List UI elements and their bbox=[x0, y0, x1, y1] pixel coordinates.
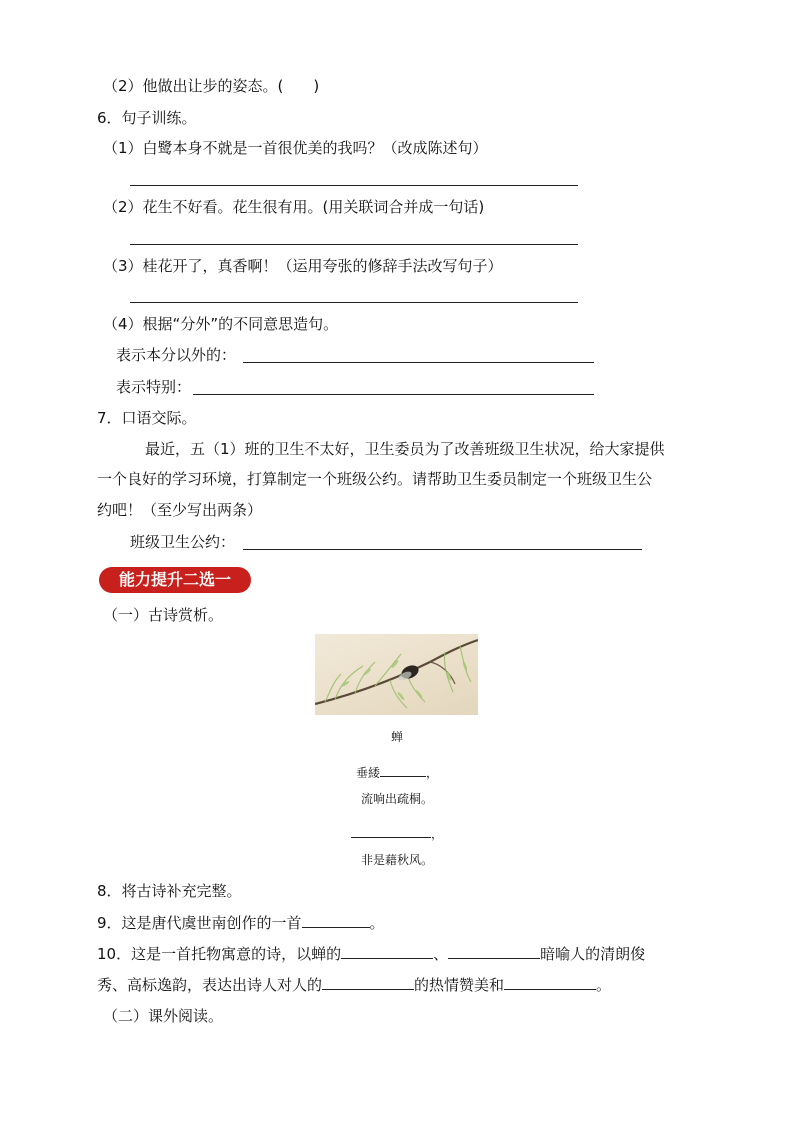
poem-line-1-suffix: ， bbox=[426, 766, 439, 780]
question-10-line-2-suffix: 。 bbox=[596, 976, 612, 994]
question-6-item-4: （4）根据“分外”的不同意思造句。 bbox=[103, 315, 339, 333]
question-6-item-1: （1）白鹭本身不就是一首很优美的我吗？（改成陈述句） bbox=[103, 139, 488, 157]
poem-blank-2[interactable] bbox=[351, 823, 431, 838]
answer-blank-9[interactable] bbox=[302, 913, 370, 928]
part-1-heading: （一）古诗赏析。 bbox=[103, 606, 224, 624]
question-6-title: 6．句子训练。 bbox=[97, 109, 197, 127]
question-10-text: 10．这是一首托物寓意的诗，以蝉的 bbox=[97, 945, 342, 963]
answer-blank-10-3[interactable] bbox=[322, 975, 414, 990]
answer-blank-10-2[interactable] bbox=[448, 944, 540, 959]
poem-line-4: 非是藉秋风。 bbox=[360, 853, 433, 867]
answer-line-meaning-2[interactable] bbox=[193, 394, 594, 395]
meaning-1-label: 表示本分以外的： bbox=[116, 346, 237, 364]
class-convention-label: 班级卫生公约： bbox=[130, 533, 236, 551]
question-10-sep: 、 bbox=[433, 945, 449, 963]
question-9 bbox=[97, 913, 385, 933]
poem-title: 蝉 bbox=[390, 730, 403, 744]
cicada-willow-painting bbox=[315, 634, 478, 715]
poem-line-3 bbox=[0, 823, 794, 842]
question-8: 8．将古诗补充完整。 bbox=[97, 882, 242, 900]
question-7-paragraph-line-1: 最近，五（1）班的卫生不太好，卫生委员为了改善班级卫生状况，给大家提供 bbox=[145, 440, 665, 458]
willow-branch-illustration bbox=[315, 634, 478, 715]
answer-line-convention[interactable] bbox=[243, 549, 642, 550]
section-badge: 能力提升二选一 bbox=[99, 567, 251, 593]
question-9-suffix: 。 bbox=[369, 914, 385, 932]
part-2-heading: （二）课外阅读。 bbox=[103, 1007, 224, 1025]
poem-line-1 bbox=[0, 762, 794, 781]
poem-line-2: 流响出疏桐。 bbox=[360, 792, 433, 806]
question-10-line-2-text: 秀、高标逸韵，表达出诗人对人的 bbox=[97, 976, 323, 994]
poem-line-3-suffix: ， bbox=[430, 827, 443, 841]
poem-blank-1[interactable] bbox=[380, 762, 426, 777]
question-10-mid: 暗喻人的清朗俊 bbox=[540, 945, 646, 963]
answer-blank-10-4[interactable] bbox=[504, 975, 596, 990]
answer-line-6-3[interactable] bbox=[130, 302, 578, 303]
question-10-line-2 bbox=[97, 975, 611, 995]
question-5-item-2: （2）他做出让步的姿态。( ) bbox=[103, 77, 320, 95]
question-7-title: 7．口语交际。 bbox=[97, 409, 197, 427]
question-6-item-2: （2）花生不好看。花生很有用。(用关联词合并成一句话) bbox=[103, 198, 485, 216]
question-7-paragraph-line-2: 一个良好的学习环境，打算制定一个班级公约。请帮助卫生委员制定一个班级卫生公 bbox=[97, 470, 653, 488]
answer-line-6-2[interactable] bbox=[130, 244, 578, 245]
question-10-line-2-mid: 的热情赞美和 bbox=[414, 976, 505, 994]
poem-line-1-prefix: 垂緌 bbox=[355, 766, 380, 780]
question-7-paragraph-line-3: 约吧！（至少写出两条） bbox=[97, 501, 263, 519]
question-10-line-1 bbox=[97, 944, 645, 964]
answer-blank-10-1[interactable] bbox=[341, 944, 433, 959]
answer-line-6-1[interactable] bbox=[130, 185, 578, 186]
question-9-text: 9．这是唐代虞世南创作的一首 bbox=[97, 914, 302, 932]
meaning-2-label: 表示特别： bbox=[116, 378, 192, 396]
question-6-item-3: （3）桂花开了，真香啊！（运用夸张的修辞手法改写句子） bbox=[103, 257, 503, 275]
answer-line-meaning-1[interactable] bbox=[243, 362, 594, 363]
